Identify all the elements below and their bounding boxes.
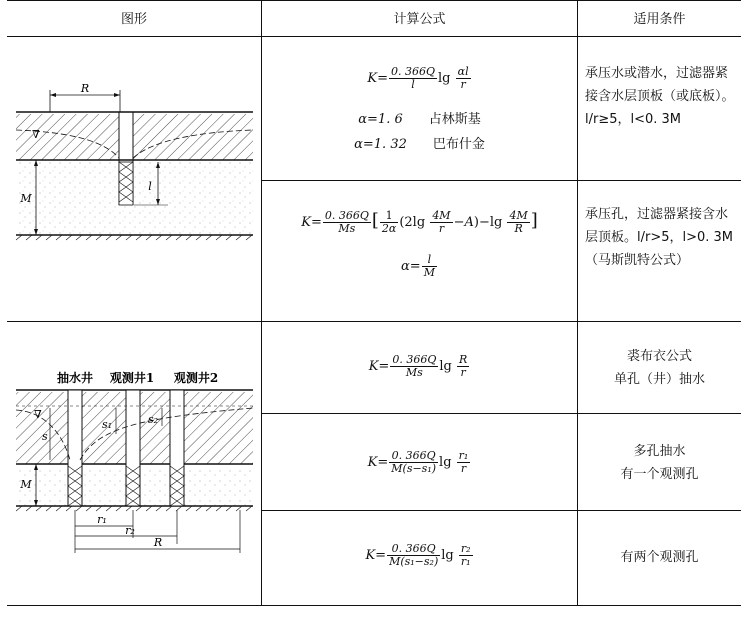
radius-label: R (80, 82, 90, 95)
observation-well-2-label: 观测井2 (173, 371, 219, 385)
row-divider (261, 510, 741, 511)
svg-text:∇: ∇ (34, 408, 42, 421)
header-bottom-rule (7, 36, 741, 37)
condition-row-3: 裘布衣公式 单孔（井）抽水 (613, 349, 705, 387)
figure-multi-well (8, 368, 258, 568)
distance-r2-label: r₂ (125, 524, 135, 537)
row-divider (261, 180, 741, 181)
drawdown-s-label: s (42, 430, 48, 443)
drawdown-s1-label: s₁ (102, 418, 113, 431)
formula-row-1: K= $\frac{0. 366Q}{l}$ lg $\frac{\alpha l}{r}$ α=1. 6 占林斯基 α=1. 32 巴布什金 (354, 65, 485, 152)
figure-single-well (8, 80, 258, 245)
formula-row-4: K= $\frac{0. 366Q}{\text{M(s−s₁)}}$ lg $\frac{\text{r₁}}{r}$ (367, 449, 469, 475)
thickness-label: M (20, 192, 32, 205)
header-condition: 适用条件 (633, 12, 686, 27)
distance-r1-label: r₁ (97, 513, 107, 526)
observation-well-1-label: 观测井1 (109, 371, 155, 385)
screen-length-label: l (148, 180, 152, 193)
svg-text:∇: ∇ (32, 128, 40, 141)
thickness-label-2: M (20, 478, 32, 491)
formula-row-3: K= $\frac{0. 366Q}{Ms}$ lg $\frac{R}{r}$ (368, 353, 468, 379)
pumping-well-label: 抽水井 (56, 371, 94, 385)
formula-row-5: K= $\frac{0. 366Q}{\text{M(s₁−s₂)}}$ lg $\frac{\text{r₂}}{\text{r₁}}$ (365, 542, 471, 568)
condition-row-5: 有两个观测孔 (620, 550, 699, 565)
drawdown-s2-label: s₂ (148, 413, 159, 426)
distance-R-label: R (153, 536, 163, 549)
group-divider (7, 321, 741, 322)
row-divider (261, 413, 741, 414)
header-formula: 计算公式 (393, 12, 446, 27)
formula-row-2: K= $\frac{0. 366Q}{Ms}$ [ $\frac{1}{2\alpha}$ (2lg $\frac{4M}{r}$ −A)−lg $\frac{4M}{R}$ ] α= $\frac{l}{M}$ (301, 209, 538, 279)
condition-row-2: 承压孔，过滤器紧接含水层顶板。l/r>5，l>0. 3M（马斯凯特公式） (585, 207, 734, 268)
condition-row-1: 承压水或潜水，过滤器紧接含水层顶板（或底板）。l/r≥5，l<0. 3M (585, 66, 735, 127)
header-figure: 图形 (120, 12, 147, 27)
table-top-rule (7, 0, 741, 1)
column-divider (577, 0, 578, 606)
table-bottom-rule (7, 605, 741, 606)
condition-row-4: 多孔抽水 有一个观测孔 (620, 444, 699, 482)
